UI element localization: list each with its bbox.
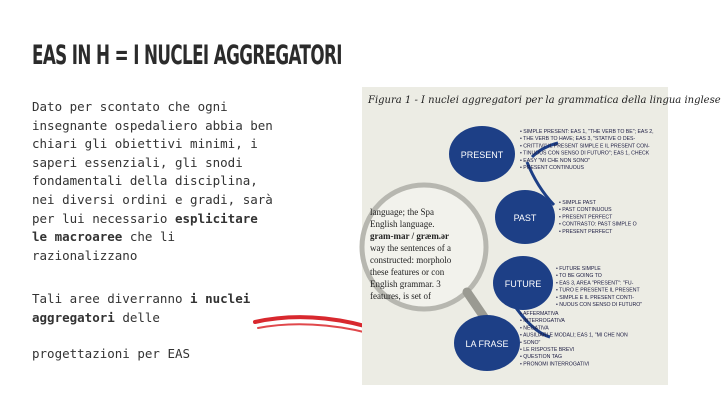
emphasis-text: i nuclei: [190, 291, 251, 306]
bullet-list-present: [520, 129, 654, 171]
bullet-item: • TO BE GOING TO: [556, 273, 602, 280]
text-line: razionalizzano: [32, 247, 138, 263]
magnifier-text-line: constructed: morpholo: [370, 255, 452, 265]
text-line: insegnante ospedaliero abbia ben: [32, 117, 273, 133]
bullet-list-future: [556, 266, 642, 308]
node-label: PAST: [513, 213, 537, 223]
text-line: per lui necessario: [32, 210, 175, 226]
text-line: chiari gli obiettivi minimi, i: [32, 136, 258, 152]
figure-caption: Figura 1 - I nuclei aggregatori per la grammatica della lingua inglese: [368, 95, 721, 106]
text-line: nei diversi ordini e gradi, sarà: [32, 191, 273, 207]
body-text: [32, 98, 322, 361]
bullet-item: • PRESENT PERFECT: [559, 214, 613, 221]
magnifier-text-line: gram-mar / græm.ər: [370, 231, 450, 241]
emphasis-text: esplicitare: [175, 210, 258, 226]
bullet-item: • FUTURE SIMPLE: [556, 266, 601, 272]
bullet-item: • AUSILIARI E MODALI; EAS 1, "MI CHE NON: [520, 332, 628, 339]
bullet-item: • AFFERMATIVA: [520, 311, 559, 317]
node-present: [449, 126, 515, 182]
bullet-item: • SIMPLE PAST: [559, 200, 596, 206]
node-future: [493, 256, 553, 310]
bullet-item: • QUESTION TAG: [520, 354, 562, 361]
bullet-item: • EAS 3, AREA "PRESENT": "FU-: [556, 280, 634, 287]
bullet-list-la-frase: [520, 311, 628, 367]
bullet-item: • PRESENT CONTINUOUS: [520, 165, 584, 171]
emphasis-text: aggregatori: [32, 309, 115, 325]
text-line: saperi essenziali, gli snodi: [32, 154, 243, 170]
bullet-item: • PAST CONTINUOUS: [559, 207, 612, 214]
text-line: che li: [122, 229, 175, 245]
bullet-item: • NEGATIVA: [520, 325, 549, 332]
paragraph-nuclei: [32, 290, 322, 327]
node-la-frase: [454, 315, 520, 371]
text-line: delle: [114, 309, 160, 325]
grammar-figure-image: [362, 87, 721, 385]
bullet-item: • TURO E PRESENTE IL PRESENT: [556, 287, 640, 294]
bullet-item: • LE RISPOSTE BREVI: [520, 347, 575, 353]
magnifier-text-line: English language.: [370, 219, 435, 229]
node-label: PRESENT: [460, 150, 504, 160]
magnifier-text: [370, 207, 452, 301]
bullet-item: • PRESENT PERFECT: [559, 228, 613, 235]
node-past: [495, 190, 555, 244]
bullet-item: • NUOUS CON SENSO DI FUTURO": [556, 302, 643, 308]
bullet-item: • CRITTIVI" IL PRESENT SIMPLE E IL PRESENT CON-: [520, 143, 650, 150]
bullet-item: • EASY "MI CHE NON SONO": [520, 157, 590, 164]
paragraph-progettazioni: progettazioni per EAS: [32, 346, 191, 361]
bullet-item: • CONTRASTO: PAST SIMPLE O: [559, 221, 637, 228]
bullet-item: • INTERROGATIVA: [520, 318, 565, 325]
emphasis-text: le macroaree: [32, 229, 123, 245]
magnifier-text-line: way the sentences of a: [370, 243, 451, 253]
magnifier-text-line: features, is set of: [370, 291, 431, 301]
text-line: Tali aree diverranno: [32, 291, 191, 306]
node-label: LA FRASE: [465, 339, 509, 349]
node-label: FUTURE: [504, 279, 542, 289]
bullet-item: • PRONOMI INTERROGATIVI: [520, 361, 590, 368]
bullet-list-past: [559, 200, 637, 235]
magnifier-text-line: these features or con: [370, 267, 445, 277]
paragraph-intro: [32, 98, 322, 265]
magnifier-text-line: English grammar. 3: [370, 279, 441, 289]
bullet-item: • THE VERB TO HAVE; EAS 3, "STATIVE O DES-: [520, 136, 636, 143]
bullet-item: • SIMPLE E IL PRESENT CONTI-: [556, 294, 634, 301]
bullet-item: • SONO": [520, 339, 541, 346]
bullet-item: • SIMPLE PRESENT: EAS 1, "THE VERB TO BE"; EAS 2,: [520, 129, 654, 135]
text-line: fondamentali della disciplina,: [32, 173, 258, 189]
text-line: Dato per scontato che ogni: [32, 99, 228, 114]
slide-title: EAS IN H = I NUCLEI AGGREGATORI: [32, 40, 342, 71]
bullet-item: • TINUOUS CON SENSO DI FUTURO"; EAS 1, CHECK: [520, 150, 650, 157]
magnifier-text-line: language; the Spa: [370, 207, 434, 217]
